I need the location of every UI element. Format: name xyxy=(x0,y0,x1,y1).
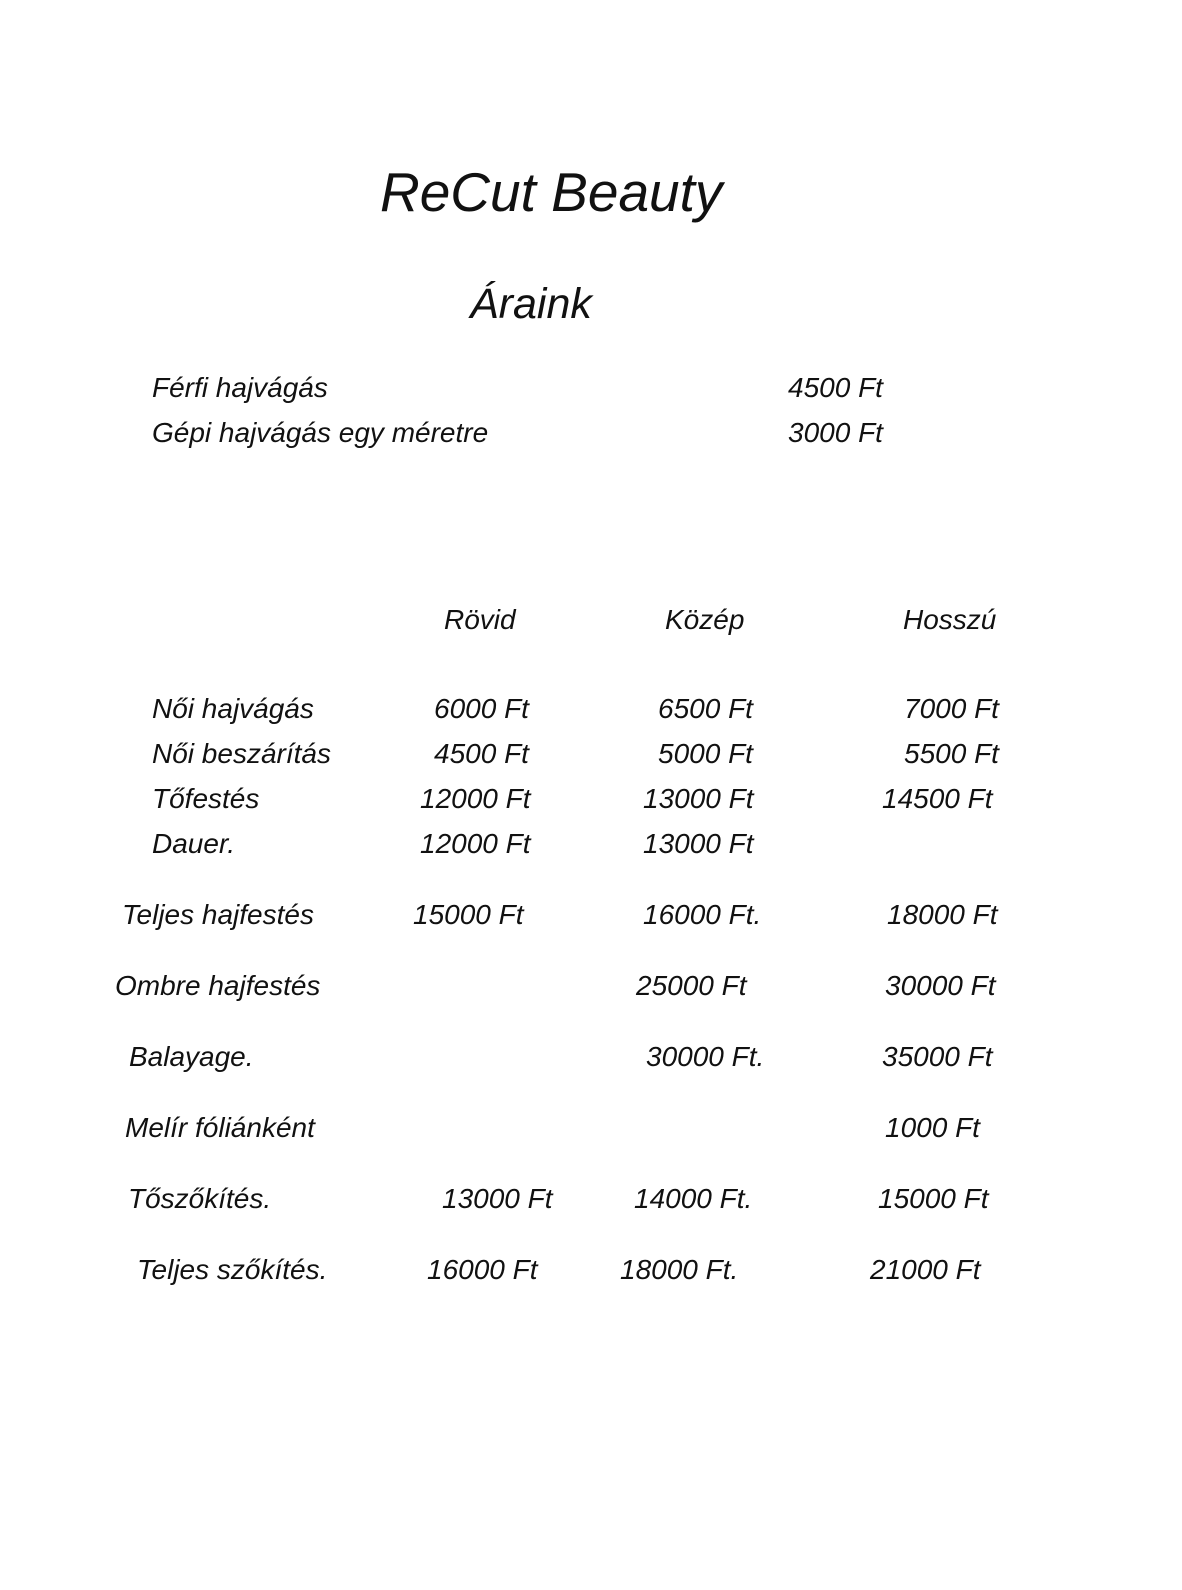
price-medium: 13000 Ft xyxy=(643,783,754,814)
service-name: Tőszőkítés. xyxy=(128,1183,272,1214)
price-medium: 14000 Ft. xyxy=(634,1183,753,1214)
price-medium: 16000 Ft. xyxy=(643,899,762,930)
service-name: Női hajvágás xyxy=(152,693,314,724)
price-long: 1000 Ft xyxy=(885,1112,980,1143)
price-long: 21000 Ft xyxy=(870,1254,981,1285)
price-medium: 25000 Ft xyxy=(636,970,747,1001)
service-name: Ombre hajfestés xyxy=(115,970,321,1001)
prices-heading: Áraink xyxy=(470,280,592,328)
column-header-short: Rövid xyxy=(444,604,516,635)
salon-title: ReCut Beauty xyxy=(380,161,723,223)
men-service-name: Gépi hajvágás egy méretre xyxy=(152,417,489,448)
price-long: 14500 Ft xyxy=(882,783,993,814)
men-service-price: 3000 Ft xyxy=(788,417,883,448)
men-service-price: 4500 Ft xyxy=(788,372,883,403)
column-header-medium: Közép xyxy=(665,604,745,635)
price-short: 16000 Ft xyxy=(427,1254,538,1285)
service-name: Melír fóliánként xyxy=(125,1112,315,1143)
price-long: 15000 Ft xyxy=(878,1183,989,1214)
service-name: Női beszárítás xyxy=(152,738,331,769)
price-long: 18000 Ft xyxy=(887,899,998,930)
price-long: 5500 Ft xyxy=(904,738,999,769)
service-name: Teljes szőkítés. xyxy=(137,1254,328,1285)
price-short: 6000 Ft xyxy=(434,693,529,724)
service-name: Balayage. xyxy=(129,1041,254,1072)
service-name: Teljes hajfestés xyxy=(122,899,314,930)
price-short: 15000 Ft xyxy=(413,899,524,930)
men-service-name: Férfi hajvágás xyxy=(152,372,328,403)
price-short: 4500 Ft xyxy=(434,738,529,769)
price-long: 30000 Ft xyxy=(885,970,996,1001)
price-medium: 6500 Ft xyxy=(658,693,753,724)
price-short: 12000 Ft xyxy=(420,783,531,814)
price-medium: 18000 Ft. xyxy=(620,1254,739,1285)
price-short: 12000 Ft xyxy=(420,828,531,859)
service-name: Dauer. xyxy=(152,828,236,859)
price-medium: 5000 Ft xyxy=(658,738,753,769)
price-long: 7000 Ft xyxy=(904,693,999,724)
price-long: 35000 Ft xyxy=(882,1041,993,1072)
price-medium: 30000 Ft. xyxy=(646,1041,765,1072)
column-header-long: Hosszú xyxy=(903,604,997,635)
price-medium: 13000 Ft xyxy=(643,828,754,859)
price-short: 13000 Ft xyxy=(442,1183,553,1214)
service-name: Tőfestés xyxy=(152,783,260,814)
